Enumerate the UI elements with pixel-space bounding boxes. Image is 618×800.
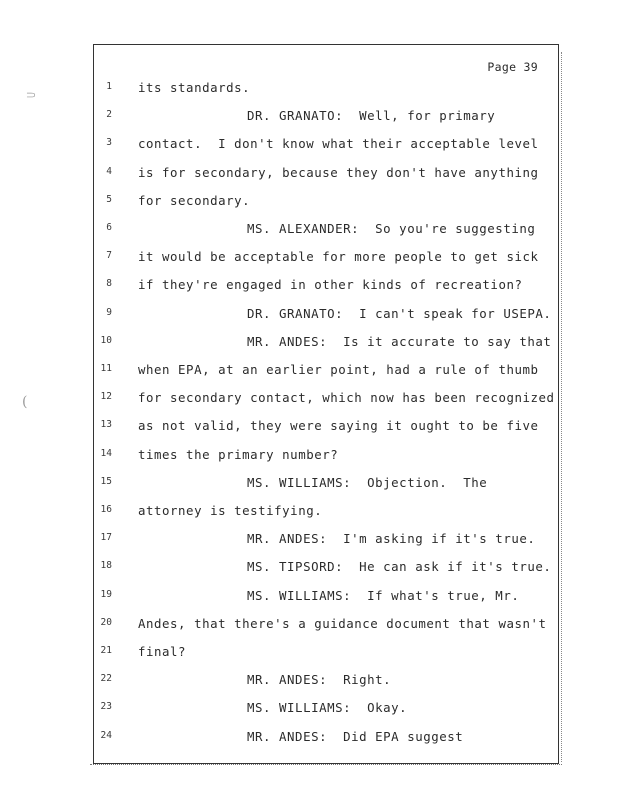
line-number: 2: [106, 109, 112, 121]
transcript-line: [0, 108, 618, 128]
line-text: for secondary contact, which now has been recognized: [138, 390, 555, 406]
transcript-line: [0, 249, 618, 269]
transcript-line: [0, 616, 618, 636]
transcript-line: [0, 531, 618, 551]
line-text: when EPA, at an earlier point, had a rule of thumb: [138, 362, 539, 377]
transcript-line: [0, 475, 618, 495]
line-number: 8: [106, 278, 112, 290]
transcript-line: [0, 221, 618, 241]
line-text: is for secondary, because they don't have anything: [138, 164, 539, 180]
transcript-line: [0, 277, 618, 297]
transcript-line: [0, 362, 618, 382]
transcript-line: [0, 390, 618, 410]
transcript-line: [0, 672, 618, 692]
line-text: MR. ANDES: Did EPA suggest: [247, 728, 464, 744]
page-edge-bottom: [90, 764, 562, 767]
transcript-line: [0, 588, 618, 608]
line-text: MS. TIPSORD: He can ask if it's true.: [247, 559, 552, 575]
line-text: MR. ANDES: Right.: [247, 672, 392, 688]
transcript-line: [0, 165, 618, 185]
line-number: 20: [100, 616, 112, 628]
transcript-line: [0, 334, 618, 354]
line-number: 21: [100, 645, 112, 656]
transcript-line: [0, 193, 618, 213]
line-text: it would be acceptable for more people to get sick: [138, 249, 539, 265]
line-number: 23: [100, 701, 112, 713]
line-number: 7: [106, 250, 112, 262]
line-text: MS. WILLIAMS: If what's true, Mr.: [247, 587, 520, 603]
line-text: MR. ANDES: I'm asking if it's true.: [247, 531, 536, 547]
line-number: 1: [106, 81, 112, 92]
line-text: Andes, that there's a guidance document that wasn't: [138, 615, 547, 631]
line-text: attorney is testifying.: [138, 503, 323, 518]
line-number: 3: [106, 137, 112, 149]
line-number: 13: [100, 419, 112, 431]
line-number: 12: [100, 391, 112, 403]
line-number: 14: [100, 447, 112, 459]
line-text: MS. ALEXANDER: So you're suggesting: [247, 221, 536, 236]
transcript-line: [0, 700, 618, 720]
line-text: if they're engaged in other kinds of recreation?: [138, 277, 523, 293]
line-number: 17: [100, 532, 112, 544]
line-number: 18: [100, 560, 112, 572]
line-text: for secondary.: [138, 192, 251, 208]
margin-hole-mark-icon: (: [22, 394, 28, 410]
line-text: MS. WILLIAMS: Okay.: [247, 700, 408, 716]
line-text: DR. GRANATO: Well, for primary: [247, 108, 496, 124]
line-number: 24: [100, 729, 112, 741]
line-text: MR. ANDES: Is it accurate to say that: [247, 333, 552, 349]
transcript-line: [0, 447, 618, 467]
line-text: its standards.: [138, 80, 251, 95]
line-text: times the primary number?: [138, 446, 339, 462]
line-number: 5: [106, 193, 112, 205]
line-text: DR. GRANATO: I can't speak for USEPA.: [247, 305, 552, 321]
line-number: 19: [100, 588, 112, 600]
transcript-line: [0, 644, 618, 664]
line-text: final?: [138, 644, 187, 659]
margin-hole-mark-icon: ⸧: [24, 88, 38, 104]
line-number: 9: [106, 306, 112, 318]
line-text: contact. I don't know what their acceptable level: [138, 136, 539, 152]
line-text: MS. WILLIAMS: Objection. The: [247, 474, 488, 490]
transcript-line: [0, 136, 618, 156]
line-text: as not valid, they were saying it ought to be five: [138, 418, 539, 434]
line-number: 11: [100, 363, 112, 374]
line-number: 22: [100, 673, 112, 685]
line-number: 6: [106, 222, 112, 233]
transcript-line: [0, 306, 618, 326]
transcript-line: [0, 559, 618, 579]
line-number: 10: [100, 334, 112, 346]
page-number: Page 39: [487, 60, 538, 74]
transcript-line: [0, 729, 618, 749]
transcript-line: [0, 418, 618, 438]
line-number: 4: [106, 165, 112, 177]
transcript-line: [0, 80, 618, 100]
transcript-line: [0, 503, 618, 523]
line-number: 16: [100, 504, 112, 515]
line-number: 15: [100, 475, 112, 487]
